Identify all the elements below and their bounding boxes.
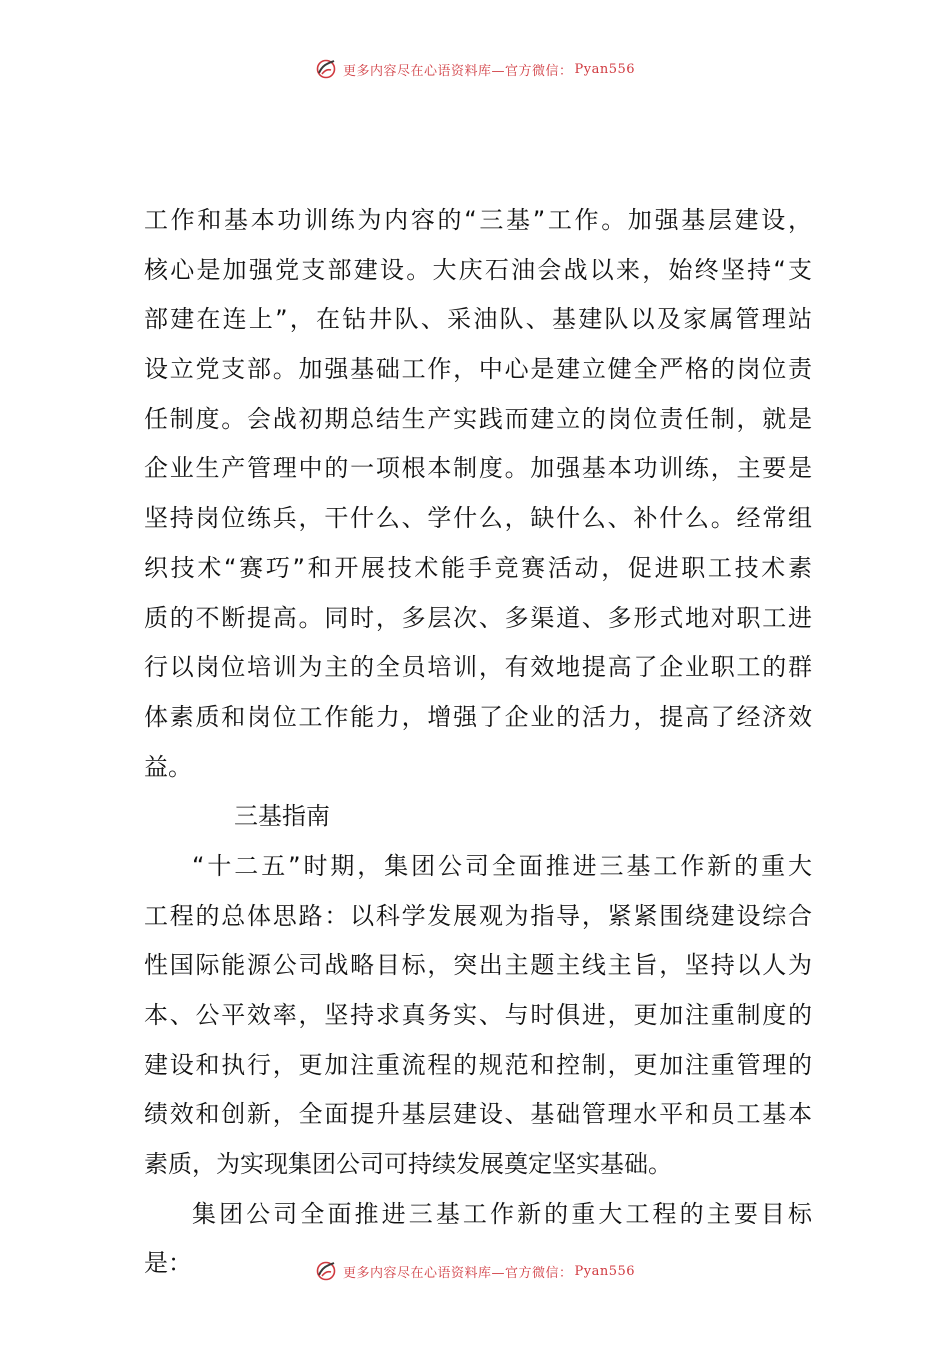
paragraph-line: 核心是加强党支部建设。大庆石油会战以来，始终坚持“支 (144, 255, 812, 284)
paragraph-line: 性国际能源公司战略目标，突出主题主线主旨，坚持以人为 (144, 951, 812, 980)
paragraph-line: 本、公平效率，坚持求真务实、与时俱进，更加注重制度的 (144, 1001, 812, 1029)
paragraph-line: 企业生产管理中的一项根本制度。加强基本功训练，主要是 (144, 454, 812, 483)
paragraph-line: 绩效和创新，全面提升基层建设、基础管理水平和员工基本 (144, 1100, 812, 1129)
paragraph-line: 益。 (144, 752, 192, 781)
watermark-text: 更多内容尽在心语资料库—官方微信： (342, 1265, 573, 1281)
watermark-wechat-id: Pyan556 (574, 61, 636, 77)
paragraph-line: 是： (144, 1249, 192, 1278)
header-watermark (0, 54, 950, 84)
paragraph-line: 集团公司全面推进三基工作新的重大工程的主要目标 (192, 1199, 812, 1228)
paragraph-line: 工程的总体思路：以科学发展观为指导，紧紧围绕建设综合 (144, 901, 812, 930)
brush-swirl-logo-icon (315, 1260, 337, 1282)
watermark-wechat-id: Pyan556 (574, 1263, 636, 1279)
paragraph-line: 设立党支部。加强基础工作，中心是建立健全严格的岗位责 (144, 355, 812, 384)
brush-swirl-logo-icon (315, 58, 337, 80)
paragraph-line: 体素质和岗位工作能力，增强了企业的活力，提高了经济效 (144, 702, 812, 731)
section-heading: 三基指南 (234, 802, 330, 831)
paragraph-line: 任制度。会战初期总结生产实践而建立的岗位责任制，就是 (144, 404, 812, 433)
paragraph-line: 工作和基本功训练为内容的“三基”工作。加强基层建设， (144, 206, 812, 234)
paragraph-line: 行以岗位培训为主的全员培训，有效地提高了企业职工的群 (144, 653, 812, 682)
paragraph-line: 坚持岗位练兵，干什么、学什么，缺什么、补什么。经常组 (144, 504, 812, 533)
paragraph-line: 建设和执行，更加注重流程的规范和控制，更加注重管理的 (144, 1050, 812, 1079)
paragraph-line: 部建在连上”，在钻井队、采油队、基建队以及家属管理站 (144, 305, 812, 334)
paragraph-line: 素质，为实现集团公司可持续发展奠定坚实基础。 (144, 1150, 672, 1179)
paragraph-line: 织技术“赛巧”和开展技术能手竞赛活动，促进职工技术素 (144, 553, 812, 582)
footer-watermark (0, 1256, 950, 1286)
paragraph-line: 质的不断提高。同时，多层次、多渠道、多形式地对职工进 (144, 603, 812, 632)
paragraph-line: “十二五”时期，集团公司全面推进三基工作新的重大 (192, 851, 812, 880)
paragraph-1 (144, 196, 812, 1289)
watermark-text: 更多内容尽在心语资料库—官方微信： (342, 63, 573, 79)
